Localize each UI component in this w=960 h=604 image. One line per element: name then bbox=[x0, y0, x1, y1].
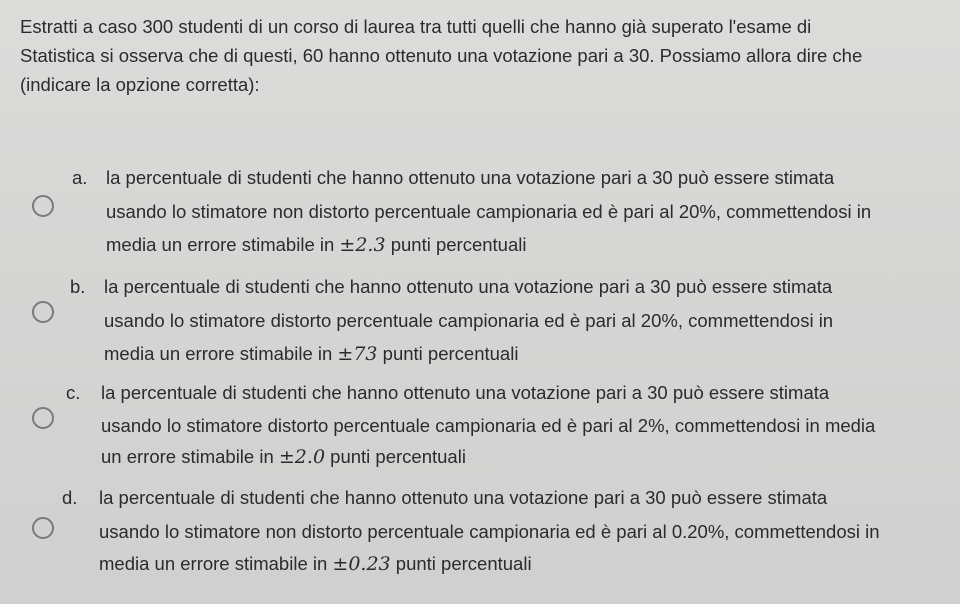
option-c-line-3 bbox=[101, 442, 466, 472]
option-b-line-3 bbox=[104, 339, 518, 369]
option-a-error-value: ±2.3 bbox=[339, 234, 386, 256]
option-b-error-value: ±73 bbox=[337, 343, 378, 365]
question-line-1: Estratti a caso 300 studenti di un corso di laurea tra tutti quelli che hanno già superato l'esame di bbox=[20, 16, 812, 37]
option-c-line-2: usando lo stimatore distorto percentuale campionaria ed è pari al 2%, commettendosi in media bbox=[101, 415, 876, 436]
option-b-radio[interactable] bbox=[32, 301, 54, 323]
option-c-radio[interactable] bbox=[32, 407, 54, 429]
option-c-error-value: ±2.0 bbox=[278, 446, 326, 468]
option-b-letter: b. bbox=[70, 276, 86, 297]
option-a-line-3-post: punti percentuali bbox=[385, 234, 527, 255]
option-c-line-3-post: punti percentuali bbox=[325, 446, 466, 467]
option-d[interactable] bbox=[0, 483, 960, 583]
option-d-line-3 bbox=[99, 549, 532, 579]
option-b[interactable] bbox=[0, 272, 960, 372]
option-a-radio[interactable] bbox=[32, 195, 54, 217]
option-d-radio[interactable] bbox=[32, 517, 54, 539]
option-a[interactable] bbox=[0, 163, 960, 263]
option-c-line-1: la percentuale di studenti che hanno ottenuto una votazione pari a 30 può essere stimata bbox=[101, 382, 830, 403]
option-d-line-2: usando lo stimatore non distorto percentuale campionaria ed è pari al 0.20%, commettendosi in bbox=[99, 521, 880, 542]
question-line-3: (indicare la opzione corretta): bbox=[20, 74, 260, 95]
option-c-letter: c. bbox=[66, 382, 81, 403]
option-a-letter: a. bbox=[72, 167, 88, 188]
option-c[interactable] bbox=[0, 378, 960, 478]
option-d-line-3-pre: media un errore stimabile in bbox=[99, 553, 333, 574]
question-line-2: Statistica si osserva che di questi, 60 hanno ottenuto una votazione pari a 30. Possiamo allora dire che bbox=[20, 45, 863, 66]
option-b-line-2: usando lo stimatore distorto percentuale campionaria ed è pari al 20%, commettendosi in bbox=[104, 310, 834, 331]
option-b-line-3-pre: media un errore stimabile in bbox=[104, 343, 338, 364]
option-a-line-2: usando lo stimatore non distorto percentuale campionaria ed è pari al 20%, commettendosi in bbox=[106, 201, 872, 222]
option-d-line-1: la percentuale di studenti che hanno ottenuto una votazione pari a 30 può essere stimata bbox=[99, 487, 828, 508]
option-b-line-1: la percentuale di studenti che hanno ottenuto una votazione pari a 30 può essere stimata bbox=[104, 276, 833, 297]
option-b-line-3-post: punti percentuali bbox=[377, 343, 519, 364]
option-a-line-3-pre: media un errore stimabile in bbox=[106, 234, 340, 255]
option-a-line-1: la percentuale di studenti che hanno ottenuto una votazione pari a 30 può essere stimata bbox=[106, 167, 835, 188]
option-a-line-3 bbox=[106, 230, 526, 260]
option-d-letter: d. bbox=[62, 487, 78, 508]
option-c-line-3-pre: un errore stimabile in bbox=[101, 446, 279, 467]
option-d-line-3-post: punti percentuali bbox=[390, 553, 532, 574]
question-text bbox=[20, 12, 935, 99]
option-d-error-value: ±0.23 bbox=[332, 553, 391, 575]
